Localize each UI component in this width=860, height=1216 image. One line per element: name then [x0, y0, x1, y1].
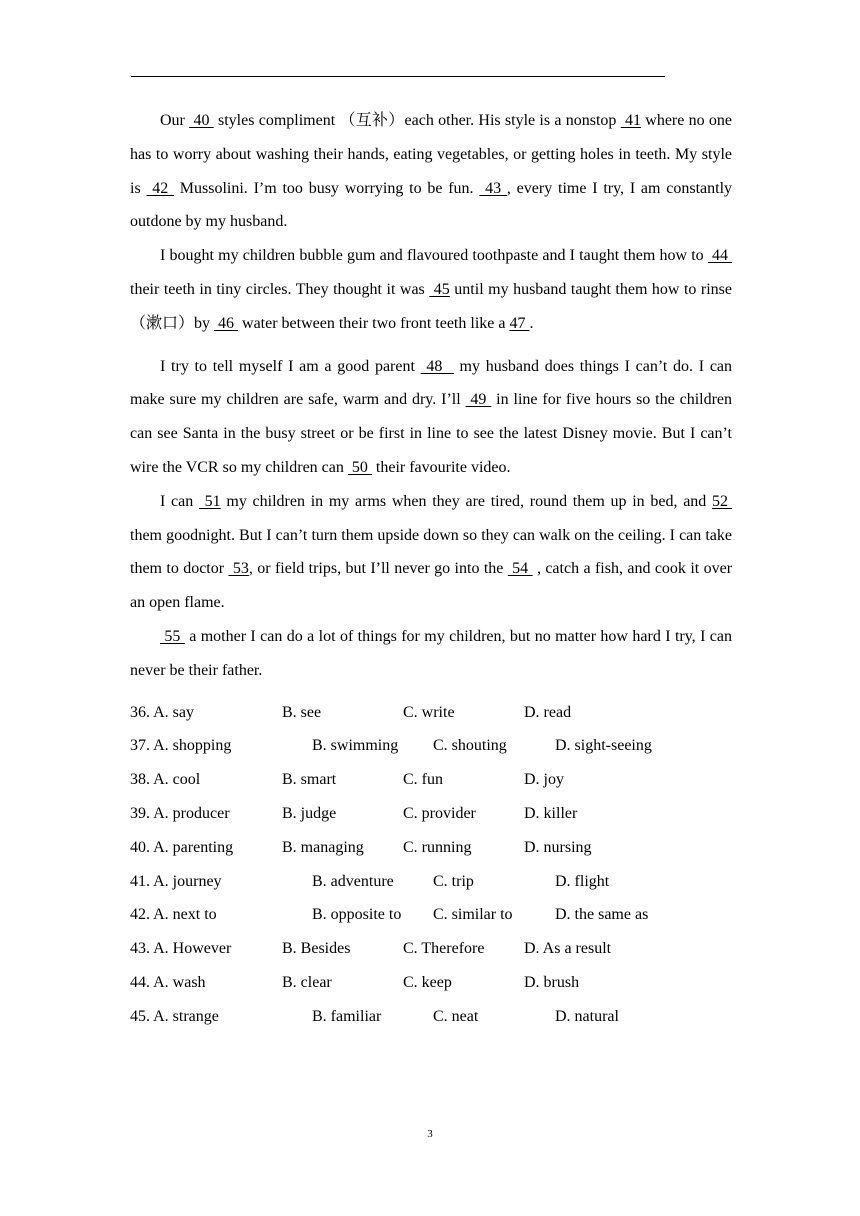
option-row — [130, 932, 732, 966]
blank-number: 55 — [160, 627, 185, 645]
option-d: D. the same as — [555, 906, 649, 924]
option-b: B. see — [282, 703, 322, 721]
passage-paragraph — [130, 485, 732, 620]
option-c: C. write — [403, 703, 455, 721]
blank-number: 44 — [707, 247, 733, 265]
option-a: 38. A. cool — [130, 771, 201, 789]
passage-text: , every time I try, I am constantly outdone by my husband. — [130, 179, 733, 231]
passage-text: I bought my children bubble gum and flavoured toothpaste and I taught them how to — [160, 247, 708, 265]
option-d: D. natural — [555, 1007, 619, 1025]
option-a: 39. A. producer — [130, 804, 230, 822]
passage-text: their favourite video. — [371, 458, 511, 476]
passage-text: water between their two front teeth like a — [238, 314, 510, 332]
option-c: C. provider — [403, 804, 476, 822]
option-a: 45. A. strange — [130, 1007, 219, 1025]
option-b: B. opposite to — [312, 906, 402, 924]
passage-paragraph — [130, 239, 732, 340]
option-b: B. judge — [282, 804, 337, 822]
blank-number: 53 — [228, 560, 249, 578]
passage-text: , or field trips, but I’ll never go into the — [248, 560, 508, 578]
options-list — [130, 696, 732, 1034]
passage-text: I can — [160, 492, 199, 510]
option-c: C. trip — [433, 872, 474, 890]
blank-number: 52 — [712, 492, 733, 510]
option-row — [130, 966, 732, 1000]
option-d: D. joy — [524, 771, 564, 789]
header-rule — [131, 76, 665, 77]
passage-text: Our — [160, 112, 190, 129]
option-c: C. fun — [403, 771, 443, 789]
passage-paragraph — [130, 104, 732, 239]
passage-text: their teeth in tiny circles. They thought it was — [130, 280, 430, 298]
option-row — [130, 763, 732, 797]
option-d: D. killer — [524, 804, 578, 822]
blank-number: 47 — [509, 314, 530, 332]
option-c: C. shouting — [433, 737, 507, 755]
option-a: 37. A. shopping — [130, 737, 232, 755]
option-c: C. keep — [403, 973, 452, 991]
passage-text: . — [529, 314, 534, 332]
option-row — [130, 831, 732, 865]
passage-paragraph — [130, 350, 732, 485]
option-b: B. familiar — [312, 1007, 382, 1025]
option-b: B. managing — [282, 838, 364, 856]
blank-number: 43 — [479, 179, 507, 197]
option-b: B. smart — [282, 771, 337, 789]
blank-number: 46 — [214, 314, 239, 332]
option-c: C. running — [403, 838, 472, 856]
blank-number: 48 — [420, 357, 454, 375]
passage-text: my husband does things I can’t do. I can make sure my children are safe, warm and dry. I’ll — [130, 357, 733, 409]
option-a: 40. A. parenting — [130, 838, 234, 856]
option-c: C. neat — [433, 1007, 479, 1025]
option-b: B. clear — [282, 973, 332, 991]
option-d: D. As a result — [524, 940, 612, 958]
option-b: B. adventure — [312, 872, 394, 890]
blank-number: 50 — [347, 458, 372, 476]
passage-text: until my husband taught them how to rinse（漱口）by — [130, 280, 733, 332]
passage-text: Mussolini. I’m too busy worrying to be fun. — [174, 179, 480, 197]
blank-number: 51 — [198, 492, 221, 510]
option-c: C. Therefore — [403, 940, 485, 958]
option-b: B. swimming — [312, 737, 399, 755]
option-d: D. nursing — [524, 838, 592, 856]
option-a: 44. A. wash — [130, 973, 206, 991]
option-d: D. flight — [555, 872, 610, 890]
blank-number: 40 — [189, 112, 214, 129]
option-a: 36. A. say — [130, 703, 194, 721]
blank-number: 49 — [465, 391, 492, 409]
option-row — [130, 696, 732, 730]
option-b: B. Besides — [282, 940, 351, 958]
passage-text: , catch a fish, and cook it over an open flame. — [130, 560, 733, 612]
passage-text: my children in my arms when they are tired, round them up in bed, and — [220, 492, 713, 510]
passage-text: a mother I can do a lot of things for my children, but no matter how hard I try, I can never be their father. — [130, 627, 733, 679]
cloze-passage — [130, 104, 732, 688]
passage-text: in line for five hours so the children can see Santa in the busy street or be first in line to see the latest Disney movie. But I can’t wire the VCR so my children can — [130, 391, 733, 476]
passage-text: I try to tell myself I am a good parent — [160, 357, 421, 375]
option-row — [130, 729, 732, 763]
passage-paragraph — [130, 620, 732, 688]
option-row — [130, 865, 732, 899]
option-a: 43. A. However — [130, 940, 232, 958]
blank-number: 41 — [620, 112, 641, 129]
option-row — [130, 1000, 732, 1034]
option-row — [130, 898, 732, 932]
option-d: D. brush — [524, 973, 580, 991]
option-row — [130, 797, 732, 831]
option-d: D. sight-seeing — [555, 737, 652, 755]
blank-number: 45 — [429, 280, 450, 298]
cloze-content — [130, 104, 732, 1034]
blank-number: 54 — [507, 560, 533, 578]
option-c: C. similar to — [433, 906, 513, 924]
option-a: 41. A. journey — [130, 872, 222, 890]
passage-text: them goodnight. But I can’t turn them upside down so they can walk on the ceiling. I can take them to doctor — [130, 526, 732, 578]
passage-text: where no one has to worry about washing their hands, eating vegetables, or getting holes in teeth. My style is — [130, 112, 733, 197]
option-a: 42. A. next to — [130, 906, 217, 924]
blank-number: 42 — [146, 179, 175, 197]
page-number: 3 — [427, 1128, 433, 1140]
passage-text: styles compliment （互补）each other. His style is a nonstop — [213, 112, 621, 129]
option-d: D. read — [524, 703, 572, 721]
